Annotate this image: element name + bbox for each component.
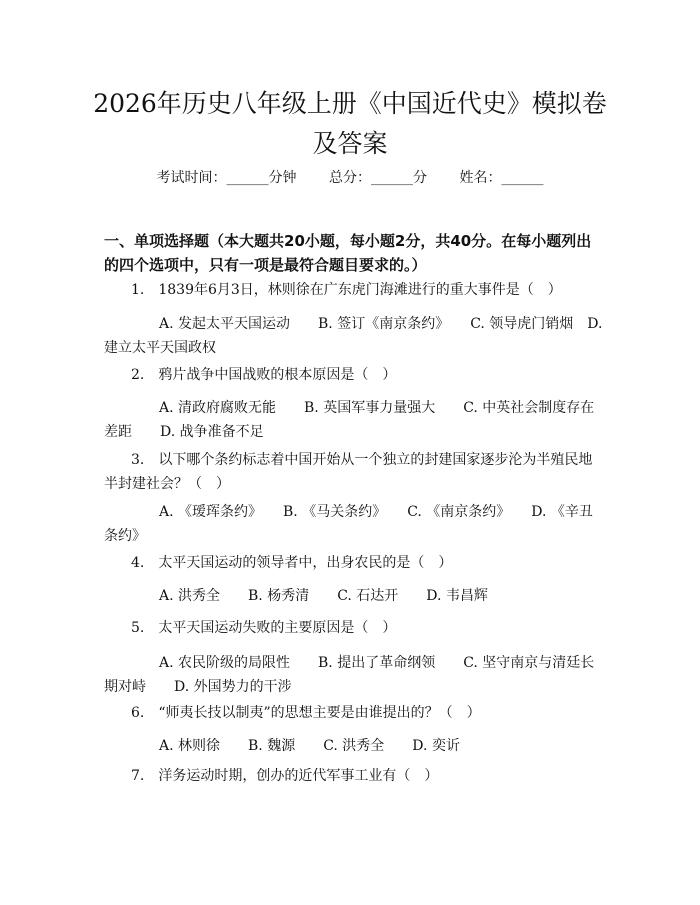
page-title: 2026年历史八年级上册《中国近代史》模拟卷及答案: [93, 89, 607, 158]
question-options: A. 洪秀全 B. 杨秀清 C. 石达开 D. 韦昌辉: [159, 588, 488, 604]
section-heading: 一、单项选择题（本大题共20小题，每小题2分，共40分。在每小题列出的四个选项中，只有一项是最符合题目要求的。）: [104, 232, 592, 274]
exam-time-field: 考试时间：______分钟: [156, 170, 297, 186]
total-score-field: 总分：______分: [329, 170, 427, 186]
question-stem: 3. 以下哪个条约标志着中国开始从一个独立的封建国家逐步沦为半殖民地半封建社会？（ ）: [104, 452, 593, 492]
question-stem: 2. 鸦片战争中国战败的根本原因是（ ）: [131, 367, 397, 383]
question-options: A. 林则徐 B. 魏源 C. 洪秀全 D. 奕䜣: [159, 738, 460, 754]
name-field: 姓名：______: [459, 170, 544, 186]
question-options: A. 农民阶级的局限性 B. 提出了革命纲领 C. 坚守南京与清廷长期对峙 D. 外国势力的干涉: [104, 655, 595, 695]
question-options: A. 《瑷珲条约》 B. 《马关条约》 C. 《南京条约》 D. 《辛丑条约》: [104, 504, 593, 544]
question-stem: 1. 1839年6月3日，林则徐在广东虎门海滩进行的重大事件是（ ）: [131, 282, 562, 298]
question-stem: 4. 太平天国运动的领导者中，出身农民的是（ ）: [131, 555, 453, 571]
question-stem: 6. “师夷长技以制夷”的思想主要是由谁提出的？（ ）: [131, 705, 481, 721]
question-options: A. 清政府腐败无能 B. 英国军事力量强大 C. 中英社会制度存在差距 D. 战争准备不足: [104, 400, 595, 440]
exam-info-line: [0, 168, 700, 188]
question-stem: 5. 太平天国运动失败的主要原因是（ ）: [131, 620, 397, 636]
question-stem: 7. 洋务运动时期，创办的近代军事工业有（ ）: [131, 768, 439, 784]
question-options: A. 发起太平天国运动 B. 签订《南京条约》 C. 领导虎门销烟 D. 建立太平天国政权: [104, 316, 603, 356]
